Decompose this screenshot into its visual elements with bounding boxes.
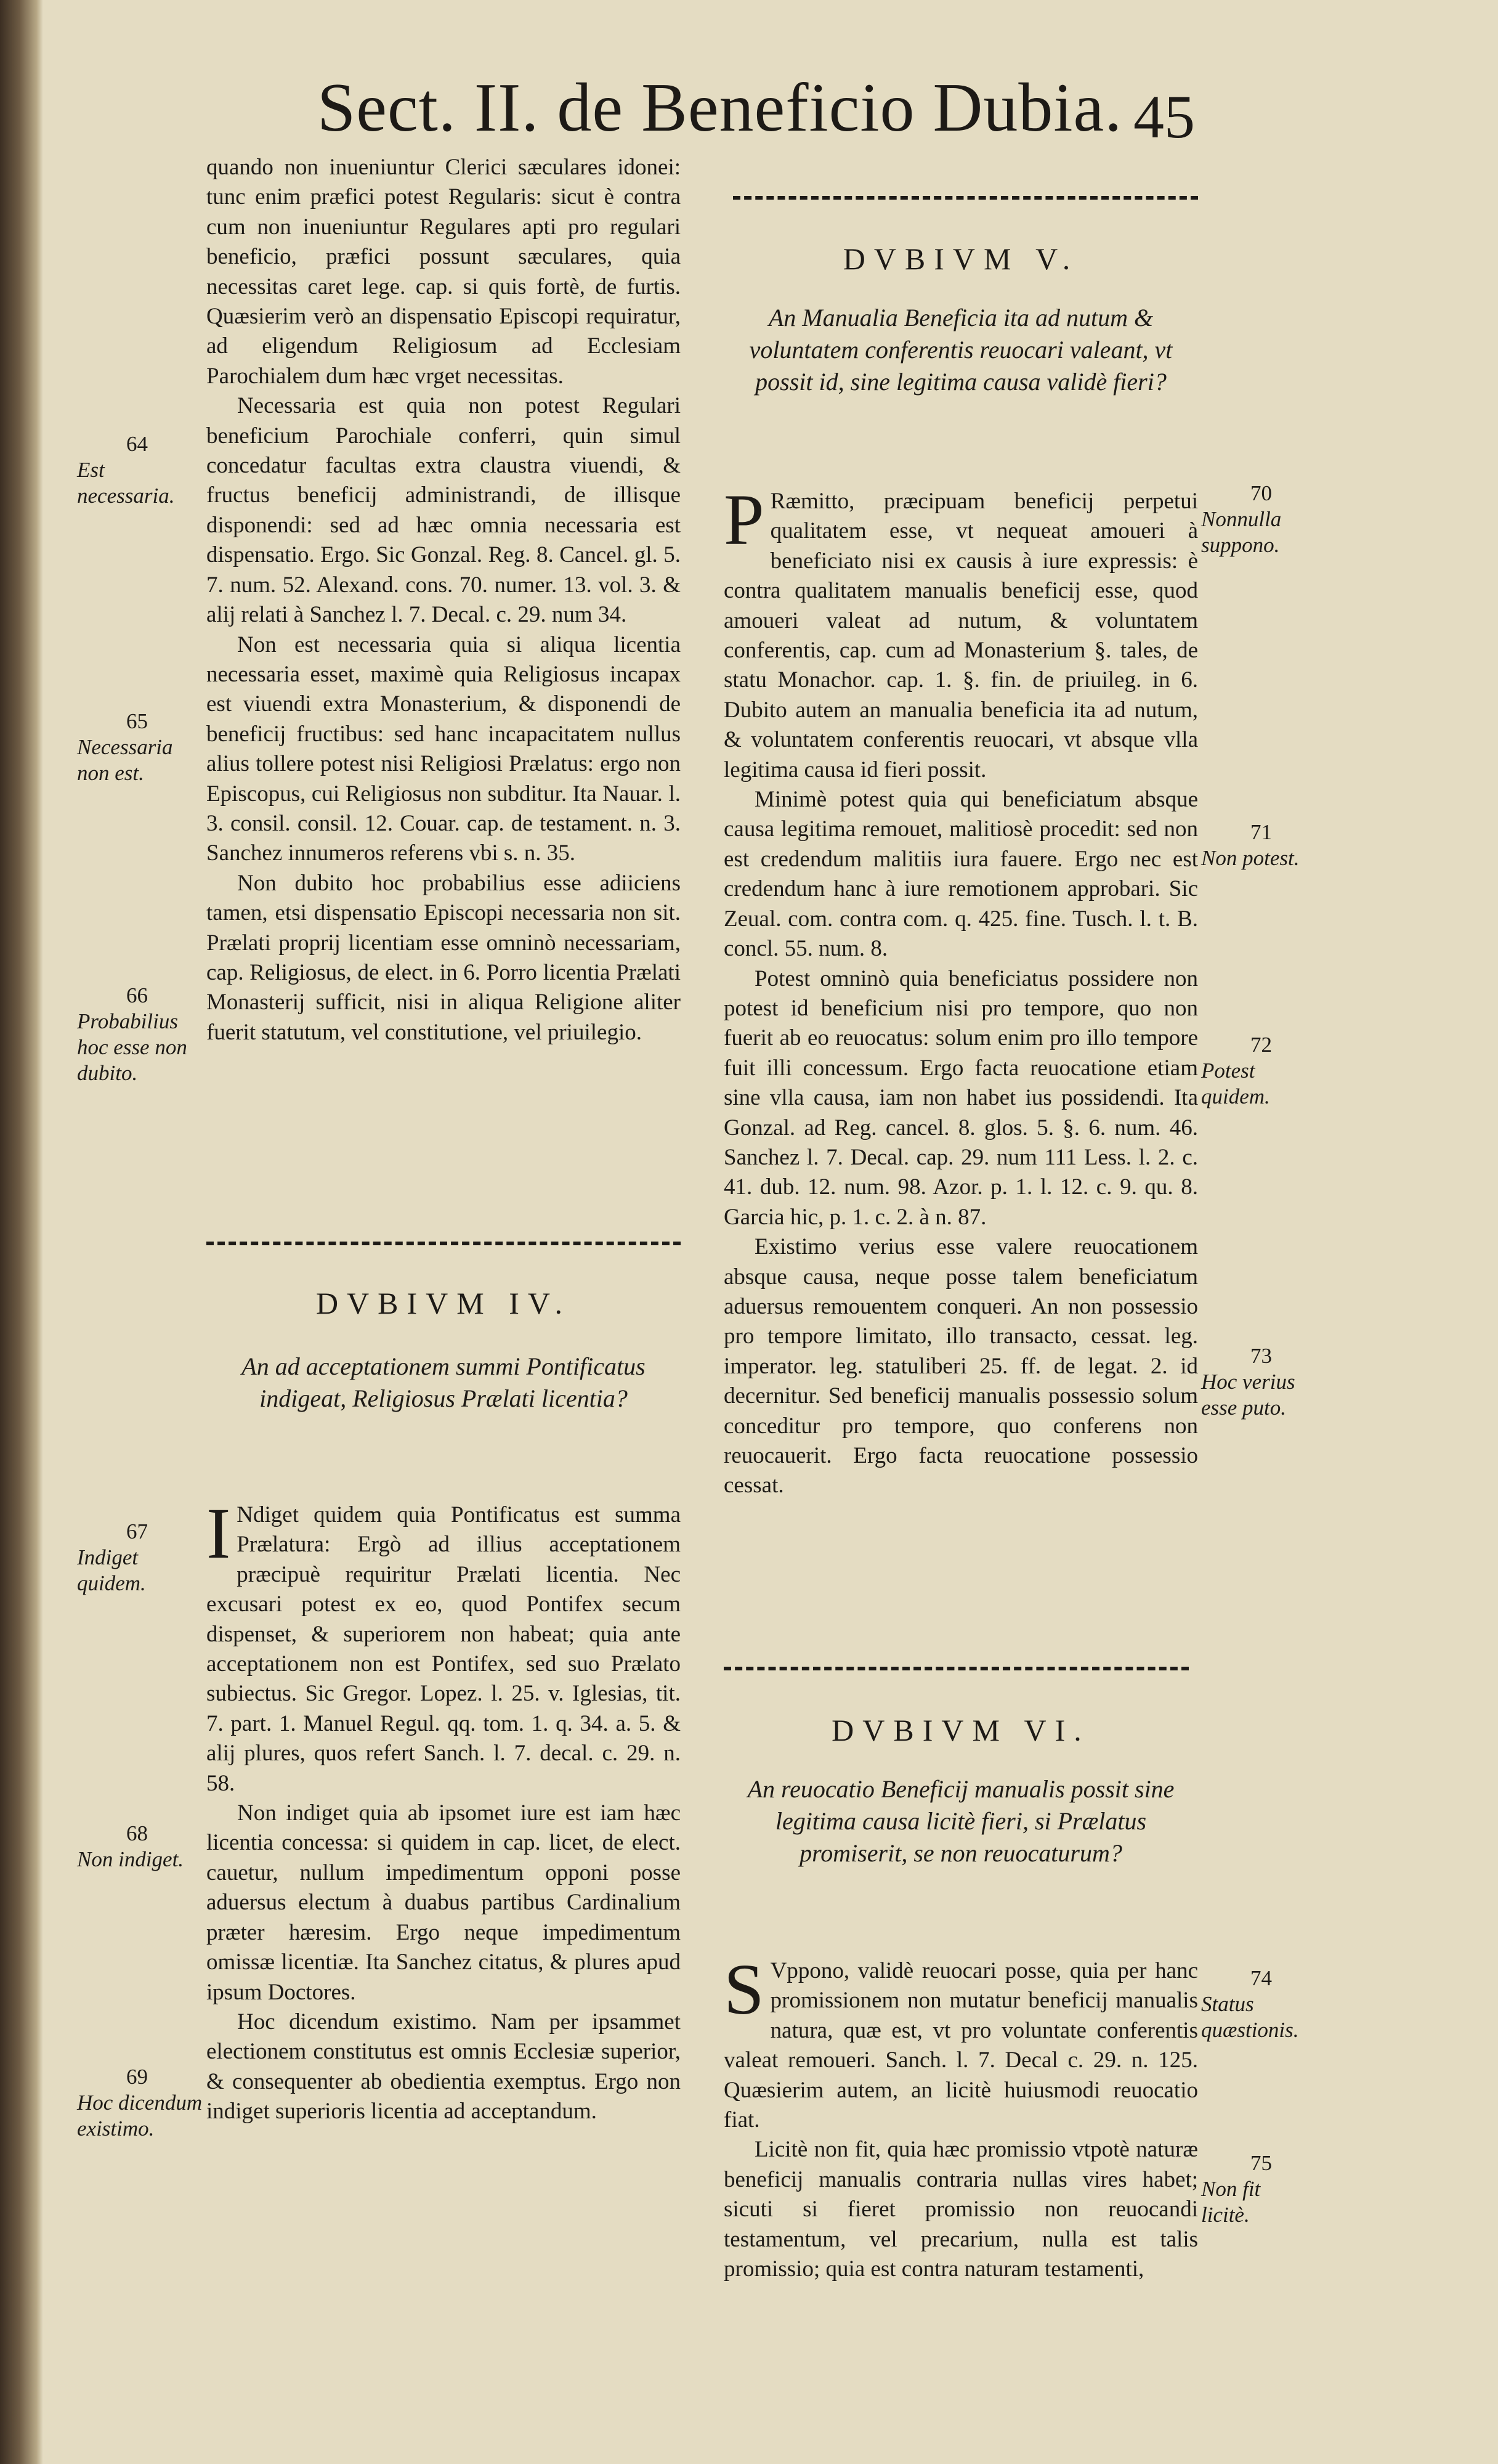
margin-text: Hoc dicendum existimo.	[77, 2091, 203, 2141]
section-rule-left	[206, 1242, 681, 1245]
margin-text: Non fit licitè.	[1201, 2177, 1261, 2227]
margin-number: 75	[1250, 2151, 1272, 2175]
margin-text: Hoc verius esse puto.	[1201, 1370, 1295, 1420]
paragraph-71: Minimè potest quia qui beneficiatum absque causa legitima remouet, malitiosè procedit: sed non est credendum malitiis iura fauere. Ergo nec est credendum hanc à iure remotionem approbari. Sic Zeual. com. contra com. q. 425. fine. Tusch. l. t. B. concl. 55. num. 8.	[724, 787, 1198, 962]
margin-note-73	[1201, 1343, 1309, 1421]
paragraph-70	[724, 479, 1198, 785]
margin-note-65	[77, 709, 203, 786]
running-title: Sect. II. de Beneficio Dubia.	[317, 70, 1123, 146]
paragraph-66: Non dubito hoc probabilius esse adiiciens tamen, etsi dispensatio Episcopi necessaria non sit. Prælati proprij licentiam esse omninò necessariam, cap. Religiosus, de elect. in 6. Porro licentia Prælati Monasterij sufficit, nisi in aliqua Religione aliter fuerit statutum, vel constitutione, vel priuilegio.	[206, 870, 681, 1045]
paragraph-72: Potest omninò quia beneficiatus possidere non potest id beneficium nisi pro tempore, quo non fuerit ab eo reuocatus: solum enim pro illo tempore fuit illi concessum. Ergo facta reuocatione etiam sine vlla causa, iam non habet ius possidendi. Ita Gonzal. ad Reg. cancel. 8. glos. 5. §. 6. num. 46. Sanchez l. 7. Decal. cap. 29. num 111 Less. l. 2. c. 41. dub. 12. num. 98. Azor. p. 1. l. 12. c. 9. qu. 8. Garcia hic, p. 1. c. 2. à n. 87.	[724, 966, 1198, 1230]
paragraph-68: Non indiget quia ab ipsomet iure est iam hæc licentia concessa: si quidem in cap. licet, de elect. cauetur, nullum impedimentum opponi posse aduersus electum à duabus partibus Cardinalium præter hæresim. Ergo neque impedimentum omissæ licentiæ. Ita Sanchez citatus, & plures apud ipsum Doctores.	[206, 1800, 681, 2005]
section-rule-right-bottom	[724, 1667, 1189, 1670]
margin-note-74	[1201, 1966, 1309, 2043]
margin-number: 65	[126, 709, 148, 733]
dubium-iv-heading: DVBIVM IV.	[315, 1286, 572, 1320]
margin-number: 72	[1250, 1033, 1272, 1057]
margin-note-70	[1201, 481, 1309, 558]
margin-number: 70	[1250, 481, 1272, 505]
margin-number: 69	[126, 2065, 148, 2089]
margin-text: Est necessaria.	[77, 458, 175, 508]
margin-note-69	[77, 2064, 203, 2142]
margin-text: Nonnulla suppono.	[1201, 507, 1282, 557]
margin-note-66	[77, 983, 203, 1086]
dubium-vi-question: An reuocatio Beneficij manualis possit sine legitima causa licitè fieri, si Prælatus promiserit, se non reuocaturum?	[747, 1775, 1175, 1867]
drop-cap-s: S	[724, 1949, 764, 2030]
right-column-top	[724, 479, 1198, 1501]
margin-text: Status quæstionis.	[1201, 1992, 1299, 2042]
continuation-paragraph: quando non inueniuntur Clerici sæculares idonei: tunc enim præfici potest Regularis: sicut è contra cum non inueniuntur Regulares apti pro regulari beneficio, præfici possunt sæculares, quia necessitas caret lege. cap. si quis fortè, de furtis. Quæsierim verò an dispensatio Episcopi requiratur, ad eligendum Religiosum ad Ecclesiam Parochialem dum hæc vrget necessitas.	[206, 155, 681, 389]
paragraph-67	[206, 1493, 681, 1799]
dubium-vi-heading: DVBIVM VI.	[832, 1713, 1090, 1747]
margin-text: Necessaria non est.	[77, 735, 173, 785]
margin-number: 68	[126, 1821, 148, 1845]
margin-note-75	[1201, 2150, 1309, 2228]
margin-note-72	[1201, 1032, 1309, 1110]
right-column-bottom	[724, 1949, 1198, 2284]
dubium-v-question: An Manualia Beneficia ita ad nutum & voluntatem conferentis reuocari valeant, vt possit id, sine legitima causa validè fieri?	[749, 304, 1173, 396]
margin-note-68	[77, 1821, 203, 1872]
drop-cap-i: I	[206, 1493, 231, 1574]
paragraph-70-text: Ræmitto, præcipuam beneficij perpetui qualitatem esse, vt nequeat amoueri à beneficiato nisi ex causis à iure expressis: è contra qualitatem manualis beneficij esse, quod amoueri valeat ad nutum, & voluntatem conferentis, cap. cum ad Monasterium §. tales, de statu Monachor. cap. 1. §. fin. de priuileg. in 6. Dubito autem an manualia beneficia ita ad nutum, & voluntatem conferentis reuocari, vt absque vlla legitima causa id fieri possit.	[724, 489, 1198, 783]
dubium-iv-question: An ad acceptationem summi Pontificatus indigeat, Religiosus Prælati licentia?	[241, 1352, 646, 1412]
margin-number: 67	[126, 1519, 148, 1543]
margin-number: 66	[126, 983, 148, 1007]
page-header	[0, 59, 1498, 151]
margin-text: Probabilius hoc esse non dubito.	[77, 1009, 187, 1085]
margin-number: 64	[126, 432, 148, 456]
margin-text: Potest quidem.	[1201, 1059, 1270, 1108]
margin-number: 73	[1250, 1344, 1272, 1368]
margin-note-64	[77, 431, 203, 509]
paragraph-69: Hoc dicendum existimo. Nam per ipsammet electionem constitutus est omnis Ecclesiæ superior, & consequenter ab obedientia exemptus. Ergo non indiget superioris licentia ad acceptandum.	[206, 2009, 681, 2124]
margin-number: 74	[1250, 1966, 1272, 1990]
margin-note-71	[1201, 819, 1309, 871]
book-gutter-shadow	[0, 0, 43, 2464]
left-column-top	[206, 153, 681, 1047]
paragraph-73: Existimo verius esse valere reuocationem absque causa, neque posse talem beneficiatum aduersus remouentem conqueri. An non possessio pro tempore limitato, illo transacto, cessat. leg. imperator. leg. statuliberi 25. ff. de legat. 2. id decernitur. Sed beneficij manualis possessio solum conceditur pro tempore, quo conferens non reuocauerit. Ergo facta reuocatione possessio cessat.	[724, 1234, 1198, 1498]
page-number: 45	[1133, 83, 1195, 151]
paragraph-74-text: Vppono, validè reuocari posse, quia per hanc promissionem non mutatur beneficij manualis natura, quæ est, vt pro voluntate conferentis valeat remoueri. Sanch. l. 7. Decal c. 29. n. 125. Quæsierim autem, an licitè huiusmodi reuocatio fiat.	[724, 1958, 1198, 2133]
paragraph-64: Necessaria est quia non potest Regulari beneficium Parochiale conferri, quin simul concedatur facultas extra claustra viuendi, & fructus beneficij administrandi, de illisque disponendi: sed ad hæc omnia necessaria est dispensatio. Ergo. Sic Gonzal. Reg. 8. Cancel. gl. 5. 7. num. 52. Alexand. cons. 70. numer. 13. vol. 3. & alij relati à Sanchez l. 7. Decal. c. 29. num 34.	[206, 393, 681, 628]
dubium-v-heading: DVBIVM V.	[843, 242, 1079, 276]
paragraph-67-text: Ndiget quidem quia Pontificatus est summa Prælatura: Ergò ad illius acceptationem præcipuè requiritur Prælati licentia. Nec excusari potest ex eo, quod Pontifex secum dispenset, & superiorem non habeat; quia ante acceptationem non est Pontifex, sed suo Prælato subiectus. Sic Gregor. Lopez. l. 25. v. Iglesias, tit. 7. part. 1. Manuel Regul. qq. tom. 1. q. 34. a. 5. & alij plures, quos refert Sanch. l. 7. decal. c. 29. n. 58.	[206, 1502, 681, 1796]
paragraph-65: Non est necessaria quia si aliqua licentia necessaria esset, maximè quia Religiosus incapax est viuendi extra Monasterium, & disponendi de beneficij fructibus: sed hanc incapacitatem nullus alius tollere potest nisi Religiosi Prælatus: ergo non Episcopus, cui Religiosus non subditur. Ita Nauar. l. 3. consil. consil. 12. Couar. cap. de testament. n. 3. Sanchez innumeros referens vbi s. n. 35.	[206, 632, 681, 866]
margin-text: Non potest.	[1201, 846, 1300, 870]
margin-text: Indiget quidem.	[77, 1545, 146, 1595]
paragraph-75: Licitè non fit, quia hæc promissio vtpotè naturæ beneficij manualis contraria nullas vires habet; sicuti si fieret promissio non reuocandi testamentum, vel precarium, nulla est talis promissio; quia est contra naturam testamenti,	[724, 2137, 1198, 2282]
margin-note-67	[77, 1519, 203, 1596]
margin-number: 71	[1250, 820, 1272, 844]
left-column-bottom	[206, 1493, 681, 2127]
drop-cap-p: P	[724, 479, 764, 560]
margin-text: Non indiget.	[77, 1847, 184, 1871]
paragraph-74	[724, 1949, 1198, 2135]
section-rule-right-top	[733, 196, 1198, 200]
